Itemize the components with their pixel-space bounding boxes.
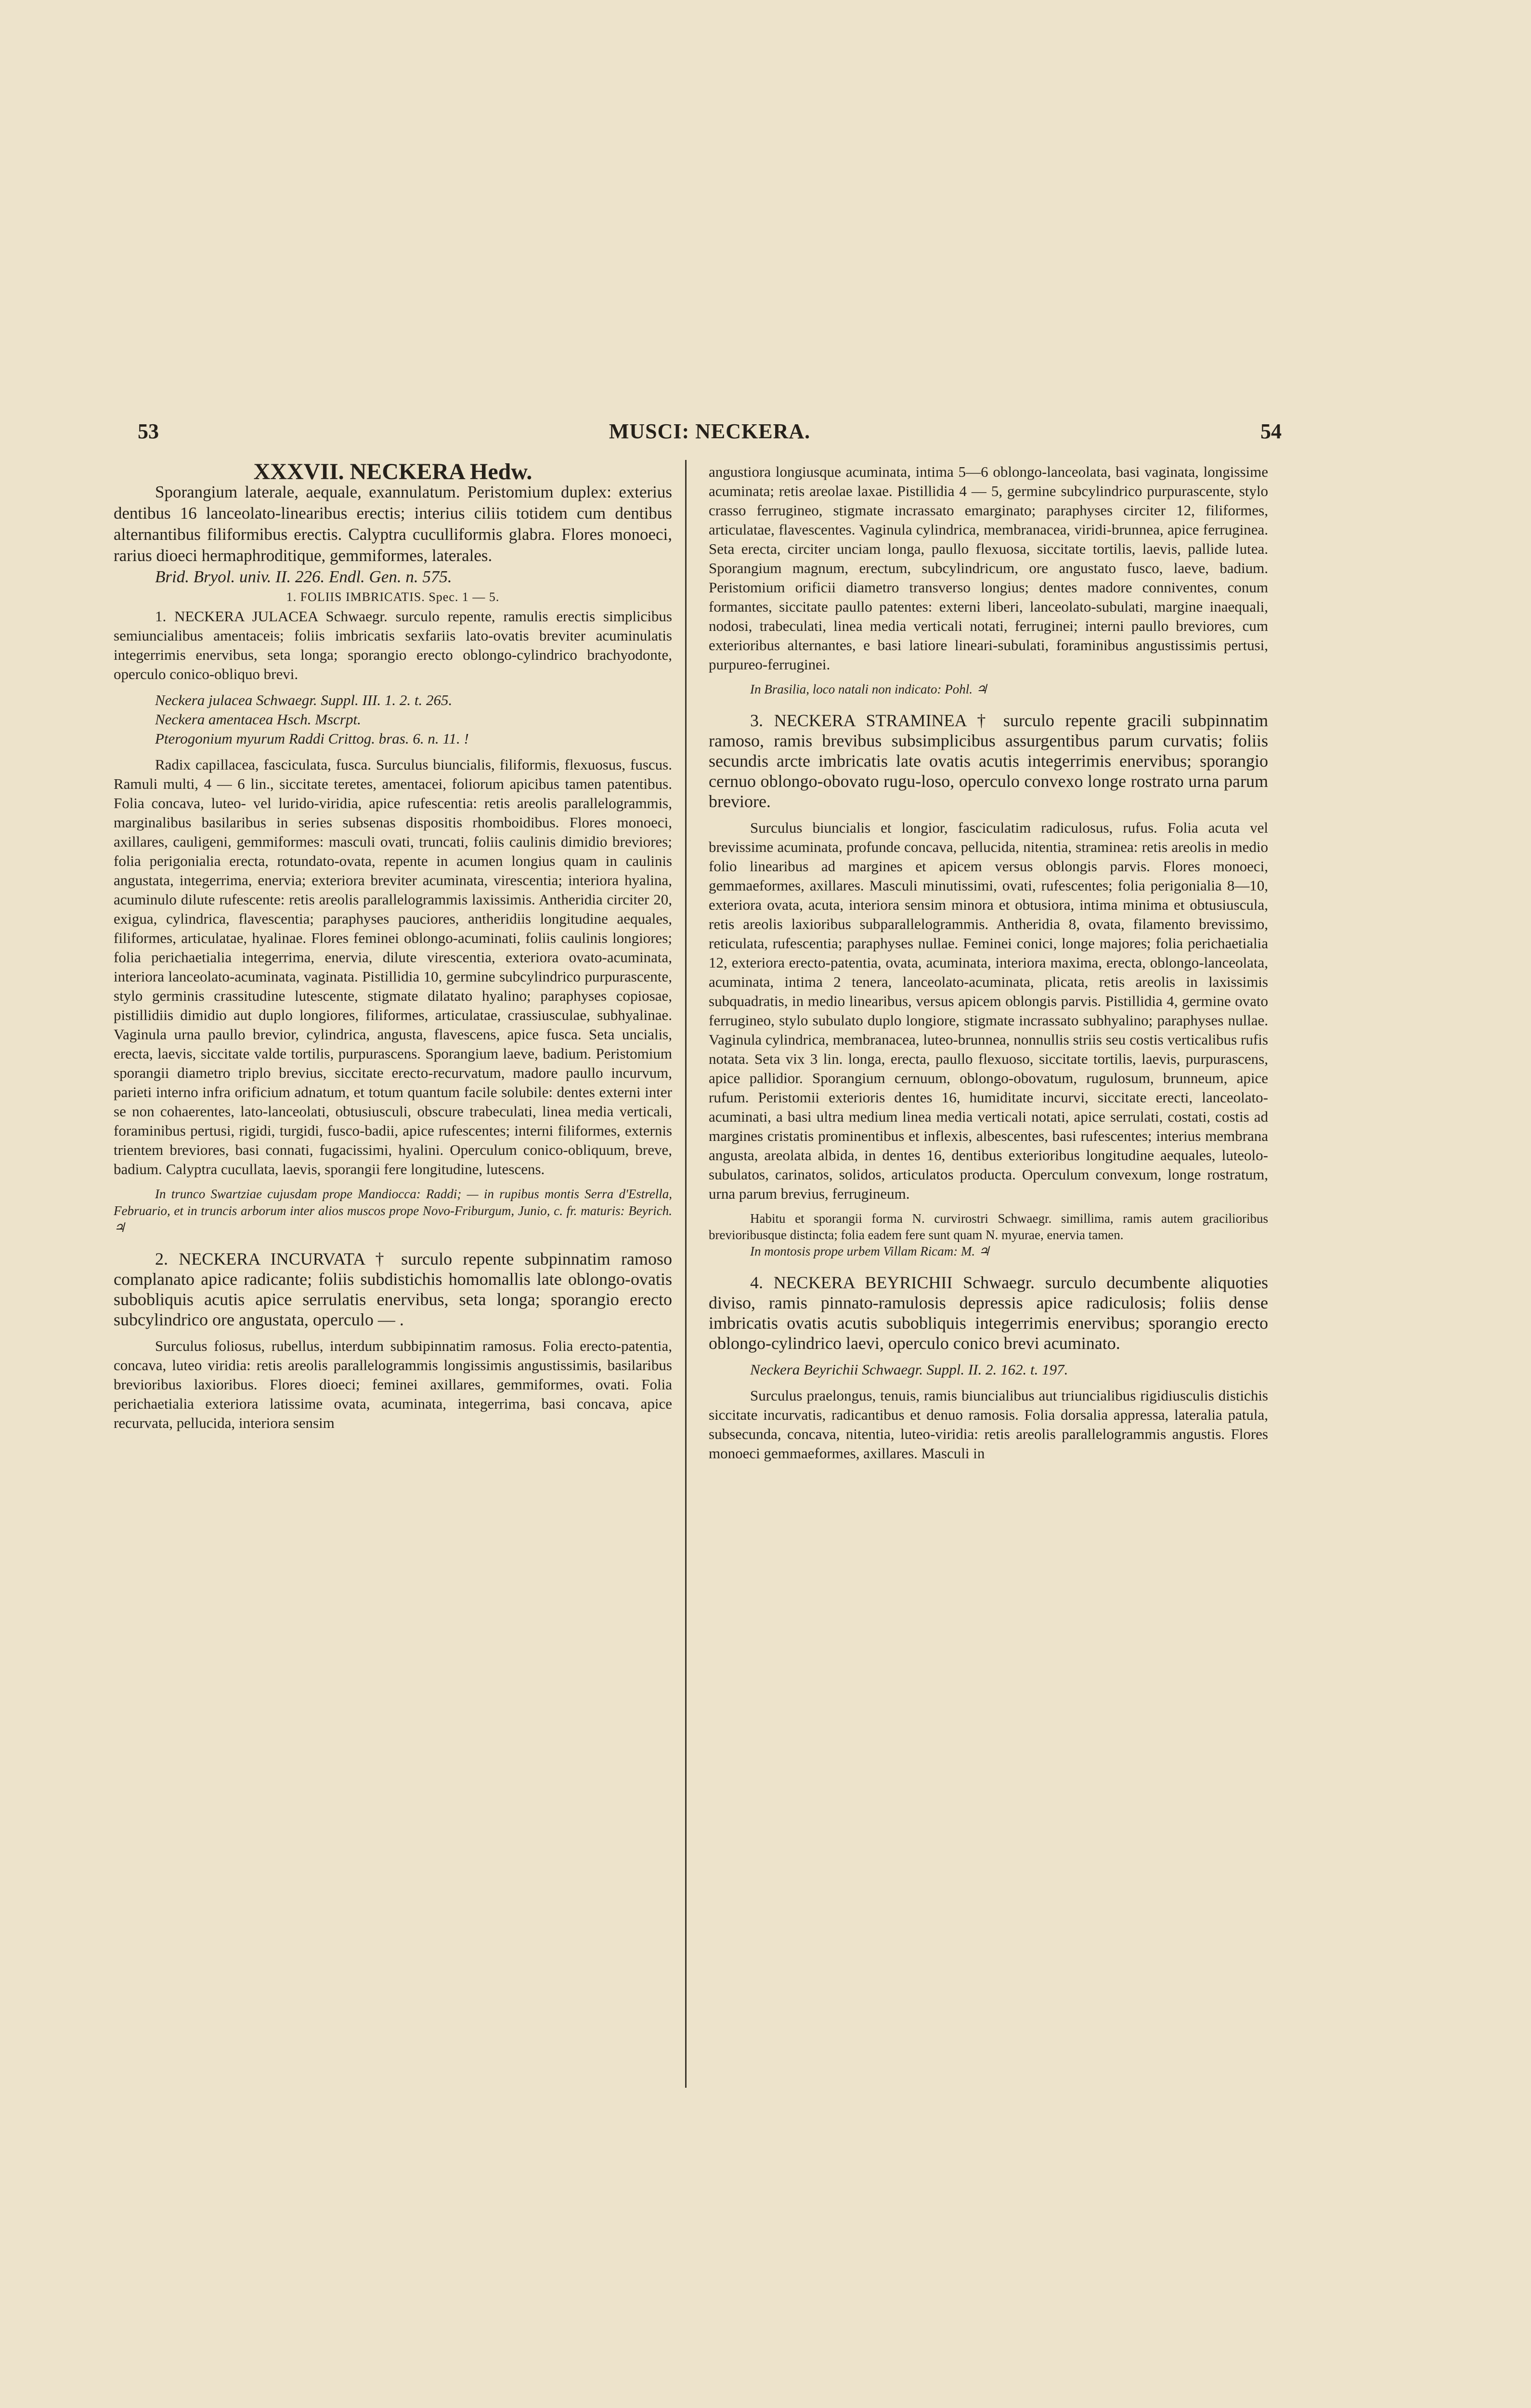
species-1-synonym-1: Neckera julacea Schwaegr. Suppl. III. 1. 2. t. 265. <box>155 692 453 708</box>
page-number-left: 53 <box>138 419 159 443</box>
species-2-locality: In Brasilia, loco natali non indicato: Pohl. ♃ <box>750 682 987 696</box>
species-3-note: Habitu et sporangii forma N. curvirostri Schwaegr. simillima, ramis autem gracilioribus brevioribusque distincta; folia eadem fere sunt quam N. myurae, enervia tamen. <box>709 1211 1268 1242</box>
page-number-right: 54 <box>1260 419 1282 443</box>
species-1-description: Radix capillacea, fasciculata, fusca. Surculus biuncialis, filiformis, flexuosus, fuscus. Ramuli multi, 4 — 6 lin., siccitate teretes, amentacei, foliorum apicibus tamen patentibus. Folia concava, luteo- vel lurido-viridia, apice rufescentia: retis areolis parallelogrammis, marginalibus basilaribus in series subsenas dispositis rhomboidibus. Flores monoeci, axillares, cauligeni, gemmiformes: masculi ovati, truncati, foliis caulinis dimidio breviores; folia perigonialia erecta, rotundato-ovata, repente in acumen longius quam in caulinis angustata, integerrima, enervia; exteriora breviter acuminata, virescentia; interiora hyalina, acuminulo dilute rufescente: retis areolis parallelogrammis laxissimis. Antheridia circiter 20, exigua, cylindrica, flavescentia; paraphyses pauciores, antheridiis longitudine aequales, filiformes, articulatae, hyalinae. Flores feminei oblongo-acuminati, foliis caulinis longiores; folia perichaetialia integerrima, enervia, dilute virescentia, exteriora ovato-acuminata, interiora lanceolato-acuminata, vaginata. Pistillidia 10, germine subcylindrico purpurascente, stylo germinis crassitudine lutescente, stigmate dilatato hyalino; paraphyses copiosae, pistillidiis dimidio aut duplo longiores, filiformes, articulatae, crassiusculae, subhyalinae. Vaginula urna paullo brevior, cylindrica, angusta, flavescens, apice fusca. Seta uncialis, erecta, laevis, siccitate valde tortilis, purpurascens. Sporangium laeve, badium. Peristomium sporangii diametro triplo brevius, siccitate erecto-recurvatum, madore paullo incurvum, parieti interno infra orificium adnatum, et totum quantum facile solubile: dentes externi inter se non cohaerentes, lato-lanceolati, obtusiusculi, obscure trabeculati, linea media verticali, foraminibus pertusi, rigidi, turgidi, fusco-badii, apice rufescentes; interni filiformes, externis trientem breviores, basi connati, fugacissimi, hyalini. Operculum conico-obliquum, breve, badium. Calyptra cucullata, laevis, sporangii fere longitudine, lutescens. <box>114 756 672 1178</box>
species-1-diagnosis: 1. NECKERA JULACEA Schwaegr. surculo repente, ramulis erectis simplicibus semiuncialibus amentaceis; foliis imbricatis sexfariis lato-ovatis breviter acuminulatis integerrimis enervibus, seta longa; sporangio erecto oblongo-cylindrico brachyodonte, operculo conico-obliquo brevi. <box>114 608 672 682</box>
species-4-description: Surculus praelongus, tenuis, ramis biuncialibus aut triuncialibus rigidiusculis distichis siccitate incurvatis, radicantibus et denuo ramosis. Folia dorsalia appressa, lateralia patula, subsecunda, concava, nitentia, luteo-viridia: retis areolis parallelogrammis angustis. Flores monoeci gemmaeformes, axillares. Masculi in <box>709 1387 1268 1462</box>
species-2-description-continued: angustiora longiusque acuminata, intima 5—6 oblongo-lanceolata, basi vaginata, longissime acuminata; retis areolae laxae. Pistillidia 4 — 5, germine subcylindrico purpurascente, stylo crasso ferrugineo, stigmate incrassato emarginato; paraphyses circiter 12, filiformes, articulatae, flavescentes. Vaginula cylindrica, membranacea, viridi-brunnea, apice ferruginea. Seta erecta, circiter unciam longa, paullo flexuosa, siccitate tortilis, laevis, pallide lutea. Sporangium magnum, erectum, subcylindricum, ore angustato fusco, laeve, badium. Peristomium orificii diametro transverso longius; dentes madore conniventes, conum formantes, siccitate paullo patentes: externi liberi, lanceolato-subulati, margine inaequali, nodosi, trabeculati, linea media verticali notati, ferruginei; interni paullo breviores, cum exterioribus alternantes, e basi latiore lineari-subulati, foraminibus angustissimis pertusi, purpureo-ferruginei. <box>709 463 1268 673</box>
species-2-description: Surculus foliosus, rubellus, interdum subbipinnatim ramosus. Folia erecto-patentia, concava, luteo viridia: retis areolis parallelogrammis longissimis angustissimis, basilaribus brevioribus laxioribus. Flores dioeci; feminei axillares, gemmiformes, ovati. Folia perichaetialia exteriora latissime ovata, acuminata, integerrima, basi concava, apice recurvata, pellucida, interiora sensim <box>114 1337 672 1431</box>
species-3-locality: In montosis prope urbem Villam Ricam: M. ♃ <box>750 1244 990 1258</box>
species-1-synonym-2: Neckera amentacea Hsch. Mscrpt. <box>155 711 361 728</box>
species-1-locality: In trunco Swartziae cujusdam prope Mandiocca: Raddi; — in rupibus montis Serra d'Estrella, Februario, et in truncis arborum inter alios muscos prope Novo-Friburgum, Junio, c. fr. maturis: Beyrich. ♃ <box>114 1187 672 1235</box>
column-divider <box>685 460 687 2088</box>
running-title: MUSCI: NECKERA. <box>609 419 811 443</box>
species-3-diagnosis: 3. NECKERA STRAMINEA † surculo repente gracili subpinnatim ramoso, ramis brevibus subsimplicibus assurgentibus parum curvatis; foliis secundis arcte imbricatis late ovatis acutis integerrimis enervibus; sporangio cernuo oblongo-obovato rugu-loso, operculo convexo longe rostrato urna parum breviore. <box>709 711 1268 811</box>
section-heading: 1. FOLIIS IMBRICATIS. Spec. 1 — 5. <box>286 590 500 604</box>
page-header <box>138 419 1282 448</box>
species-2-diagnosis: 2. NECKERA INCURVATA † surculo repente subpinnatim ramoso complanato apice radicante; foliis subdistichis homomallis late oblongo-ovatis subobliquis acutis apice serrulatis enervibus, seta longa; sporangio erecto subcylindrico ore angustata, operculo — . <box>114 1249 672 1329</box>
genus-title: XXXVII. NECKERA Hedw. <box>253 459 532 484</box>
species-4-synonym: Neckera Beyrichii Schwaegr. Suppl. II. 2. 162. t. 197. <box>750 1361 1068 1378</box>
left-column <box>114 459 672 1433</box>
genus-description: Sporangium laterale, aequale, exannulatum. Peristomium duplex: exterius dentibus 16 lanceolato-linearibus erectis; interius ciliis totidem cum dentibus alternantibus filiformibus erectis. Calyptra cuculliformis glabra. Flores monoeci, rarius dioeci hermaphroditique, gemmiformes, laterales. <box>114 483 672 565</box>
species-3-description: Surculus biuncialis et longior, fasciculatim radiculosus, rufus. Folia acuta vel brevissime acuminata, profunde concava, pellucida, nitentia, straminea: retis areolis in medio folio linearibus ad margines et apicem versus oblongis parvis. Flores monoeci, gemmaeformes, axillares. Masculi minutissimi, ovati, rufescentes; folia perigonialia 8—10, exteriora ovata, acuta, interiora sensim minora et obtusiora, intima minima et obtusiuscula, retis areolis laxioribus subparallelogrammis. Antheridia 8, ovata, filamento brevissimo, reticulata, rufescentia; paraphyses nullae. Feminei conici, longe majores; folia perichaetialia 12, exteriora erecto-patentia, ovata, acuminata, interiora maxima, erecta, oblongo-lanceolata, acuminata, intima 2 tenera, lanceolato-acuminata, plicata, retis areolis in laxissimis subquadratis, in medio linearibus, versus apicem oblongis parvis. Pistillidia 4, germine ovato ferrugineo, stylo subulato duplo longiore, stigmate incrassato subhyalino; paraphyses nullae. Vaginula cylindrica, membranacea, luteo-brunnea, nonnullis striis seu costis verticalibus rufis notata. Seta vix 3 lin. longa, erecta, paullo flexuoso, siccitate tortilis, laevis, purpurascens, apice pallidior. Sporangium cernuum, oblongo-obovatum, rugulosum, brunneum, apice rufum. Peristomii exterioris dentes 16, humiditate incurvi, siccitate erecti, lanceolato-acuminati, a basi ultra medium linea media verticali notati, apice serrulati, costati, costis ad margines cristatis prominentibus et inflexis, albescentes, basi rufescentes; interius membrana angusta, areolata albida, in dentes 16, dentibus exterioribus longitudine aequales, luteolo-subulatos, carinatos, solidos, articulatos producta. Operculum convexum, longe rostratum, urna parum brevius, ferrugineum. <box>709 819 1268 1202</box>
species-4-diagnosis: 4. NECKERA BEYRICHII Schwaegr. surculo decumbente aliquoties diviso, ramis pinnato-ramulosis depressis apice radiculosis; foliis dense imbricatis ovatis acutis subobliquis integerrimis enervibus; sporangio erecto oblongo-cylindrico laevi, operculo conico brevi acuminato. <box>709 1273 1268 1353</box>
right-column <box>709 462 1268 1463</box>
species-1-synonym-3: Pterogonium myurum Raddi Crittog. bras. 6. n. 11. ! <box>155 730 469 747</box>
genus-reference: Brid. Bryol. univ. II. 226. Endl. Gen. n. 575. <box>155 567 452 586</box>
